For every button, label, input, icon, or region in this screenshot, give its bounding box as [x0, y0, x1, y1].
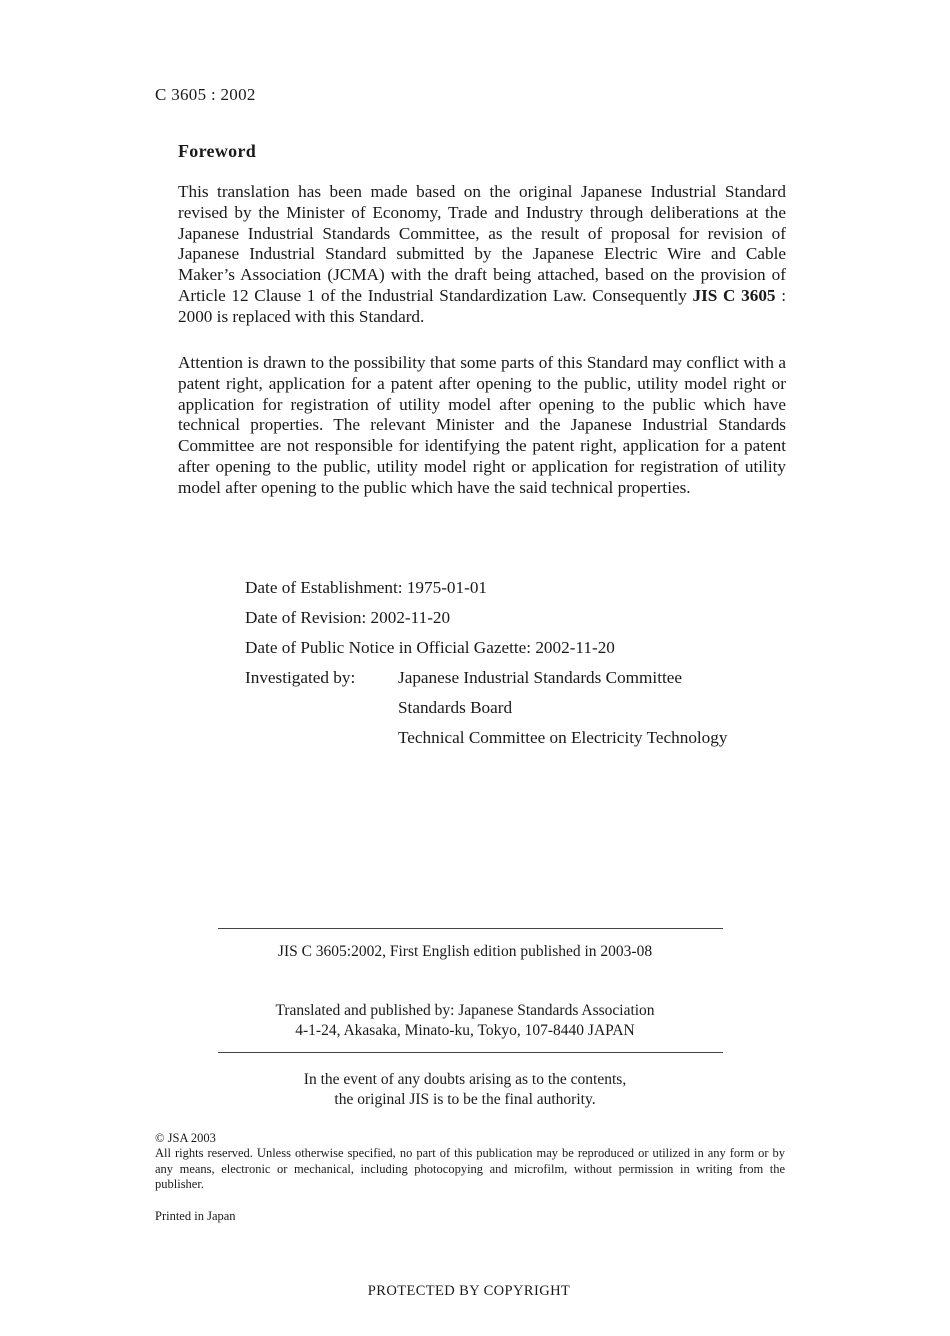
foreword-heading: Foreword	[178, 141, 257, 161]
date-establishment: Date of Establishment: 1975-01-01	[245, 578, 488, 597]
investigated-values	[398, 668, 778, 757]
date-public-notice: Date of Public Notice in Official Gazette: 2002-11-20	[245, 637, 615, 657]
publisher-address: 4-1-24, Akasaka, Minato-ku, Tokyo, 107-8440 JAPAN	[295, 1022, 635, 1039]
foreword-paragraph-1	[178, 182, 786, 328]
printed-in: Printed in Japan	[155, 1209, 236, 1223]
authority-notice	[0, 1070, 930, 1110]
copyright-watermark: PROTECTED BY COPYRIGHT	[367, 1283, 571, 1299]
authority-notice-line-1: In the event of any doubts arising as to the contents,	[303, 1071, 627, 1088]
standard-code: JIS C 3605	[692, 285, 776, 305]
dates-block	[245, 578, 615, 667]
investigating-technical-committee: Technical Committee on Electricity Technology	[398, 727, 728, 747]
investigating-committee: Japanese Industrial Standards Committee	[398, 668, 683, 687]
foreword-paragraph-2: Attention is drawn to the possibility that some parts of this Standard may conflict with a patent right, application for a patent after opening to the public, utility model right or application for registration of utility model after opening to the public which have technical properties. The relevant Minister and the Japanese Industrial Standards Committee are not responsible for identifying the patent right, application for a patent after opening to the public, utility model right or application for registration of utility model after opening to the public which have the said technical properties.	[178, 353, 786, 497]
rights-statement: All rights reserved. Unless otherwise specified, no part of this publication may be reproduced or utilized in any form or by any means, electronic or mechanical, including photocopying and microfilm, without permission in writing from the publisher.	[155, 1146, 785, 1192]
translated-by: Translated and published by: Japanese Standards Association	[275, 1002, 655, 1019]
investigating-board: Standards Board	[398, 697, 513, 717]
date-revision: Date of Revision: 2002-11-20	[245, 607, 451, 627]
divider-bottom	[218, 1052, 723, 1053]
foreword-p1-text-start: This translation has been made based on the original Japanese Industrial Standard revised by the Minister of Economy, Trade and Industry through deliberations at the Japanese Industrial Standards Committee, as the result of proposal for revision of Japanese Industrial Standard submitted by the Japanese Electric Wire and Cable Maker’s Association (JCMA) with the draft being attached, based on the provision of Article 12 Clause 1 of the Industrial Standardization Law. Consequently	[178, 182, 786, 305]
publisher-block	[0, 1001, 930, 1041]
foreword-p1-text-end: : 2000 is replaced with this Standard.	[178, 285, 786, 326]
copyright-notice: © JSA 2003	[155, 1131, 216, 1145]
authority-notice-line-2: the original JIS is to be the final authority.	[334, 1091, 596, 1108]
edition-line: JIS C 3605:2002, First English edition published in 2003-08	[277, 943, 653, 960]
investigated-label: Investigated by:	[245, 668, 356, 687]
document-number: C 3605 : 2002	[155, 85, 256, 104]
divider-top	[218, 928, 723, 929]
